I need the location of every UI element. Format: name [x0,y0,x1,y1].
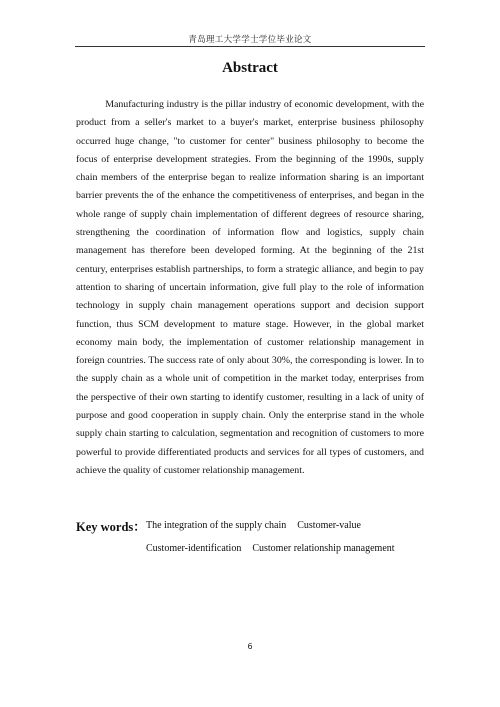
keywords-label: Key words： [76,520,146,534]
running-header: 青岛理工大学学士学位毕业论文 [188,35,312,45]
page-number: 6 [247,642,253,651]
keyword-item: Customer-value [297,520,361,531]
keyword-item: The integration of the supply chain [146,520,287,531]
keyword-item: Customer relationship management [252,543,395,554]
keywords-line-2 [146,543,395,554]
abstract-title: Abstract [222,60,278,76]
abstract-body: Manufacturing industry is the pillar industry of economic development, with the product from a seller's market to a buyer's market, enterprise business philosophy occurred huge change, "to customer for center" business philosophy to become the focus of enterprise development strategies. From the beginning of the 1990s, supply chain members of the enterprise began to realize information sharing is an important barrier prevents the of the enhance the competitiveness of enterprises, and began in the whole range of supply chain implementation of different degrees of resource sharing, strengthening the coordination of information flow and logistics, supply chain management has therefore been developed forming. At the beginning of the 21st century, enterprises establish partnerships, to form a strategic alliance, and begin to pay attention to sharing of uncertain information, give full play to the role of information technology in supply chain management operations support and decision support function, thus SCM development to mature stage. However, in the global market economy main body, the implementation of customer relationship management in foreign countries. The success rate of only about 30%, the corresponding is lower. In to the supply chain as a whole unit of competition in the market today, enterprises from the perspective of their own starting to identify customer, resulting in a lack of unity of purpose and good cooperation in supply chain. Only the enterprise stand in the whole supply chain starting to calculation, segmentation and recognition of customers to more powerful to provide differentiated products and services for all types of customers, and achieve the quality of customer relationship management. [76,99,424,476]
keywords-line-1 [146,520,361,531]
header-divider [75,46,425,47]
keyword-item: Customer-identification [146,543,242,554]
